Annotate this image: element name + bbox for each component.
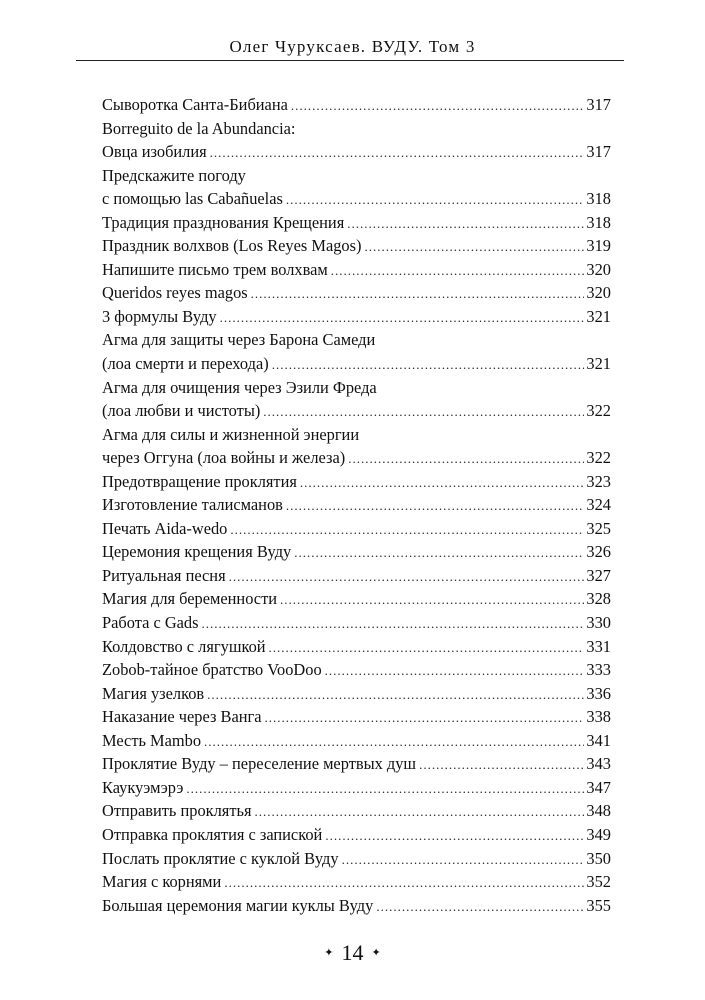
dot-leader: [286, 188, 585, 212]
toc-entry-title: Отправить проклятья: [102, 801, 252, 821]
dot-leader: [348, 447, 584, 471]
toc-entry: [102, 211, 611, 235]
toc-entry: [102, 305, 611, 329]
toc-entry: [102, 258, 611, 282]
toc-entry-title: Queridos reyes magos: [102, 283, 248, 303]
toc-entry-title: Отправка проклятия с запиской: [102, 824, 323, 844]
dot-leader: [230, 518, 584, 542]
dot-leader: [251, 282, 585, 306]
dot-leader: [325, 824, 584, 848]
page-number: 14: [341, 940, 364, 965]
table-of-contents: [102, 93, 611, 917]
toc-entry: [102, 446, 611, 470]
dot-leader: [210, 141, 585, 165]
toc-page-number: 343: [586, 754, 611, 774]
toc-entry-title: Овца изобилия: [102, 142, 207, 162]
toc-page-number: 318: [586, 189, 611, 209]
toc-entry-title: Месть Mambo: [102, 730, 202, 750]
dot-leader: [272, 353, 585, 377]
toc-entry-title: Каукуэмэрэ: [102, 777, 184, 797]
toc-page-number: 328: [586, 589, 611, 609]
toc-entry-title: Ритуальная песня: [102, 565, 226, 585]
dot-leader: [229, 565, 585, 589]
toc-entry: [102, 635, 611, 659]
toc-page-number: 333: [586, 660, 611, 680]
toc-page-number: 331: [586, 636, 611, 656]
dot-leader: [207, 683, 584, 707]
toc-entry-title: 3 формулы Вуду: [102, 306, 217, 326]
dot-leader: [202, 612, 585, 636]
toc-page-number: 320: [586, 259, 611, 279]
toc-entry: [102, 93, 611, 117]
toc-entry-title: Напишите письмо трем волхвам: [102, 259, 328, 279]
page-footer: [0, 940, 705, 966]
toc-entry-first-line: [102, 328, 611, 352]
dot-leader: [300, 471, 584, 495]
toc-entry-title: Предотвращение проклятия: [102, 471, 297, 491]
dot-leader: [331, 259, 585, 283]
toc-entry-title: Агма для силы и жизненной энергии: [102, 424, 360, 444]
toc-page-number: 317: [586, 142, 611, 162]
toc-page-number: 330: [586, 613, 611, 633]
dot-leader: [291, 94, 585, 118]
toc-entry-title: Проклятие Вуду – переселение мертвых душ: [102, 754, 417, 774]
toc-entry: [102, 870, 611, 894]
toc-entry: [102, 682, 611, 706]
toc-page-number: 336: [586, 683, 611, 703]
toc-entry-first-line: [102, 423, 611, 447]
running-header: Олег Чуруксаев. ВУДУ. Том 3: [229, 37, 476, 56]
toc-entry-title: Церемония крещения Вуду: [102, 542, 292, 562]
toc-entry-title: с помощью las Cabañuelas: [102, 189, 283, 209]
toc-entry-title: Агма для очищения через Эзили Фреда: [102, 377, 377, 397]
dot-leader: [255, 800, 585, 824]
toc-entry: [102, 517, 611, 541]
toc-entry: [102, 281, 611, 305]
toc-page-number: 355: [586, 895, 611, 915]
toc-entry: [102, 799, 611, 823]
dot-leader: [220, 306, 585, 330]
toc-entry: [102, 493, 611, 517]
toc-entry-title: Наказание через Ванга: [102, 707, 262, 727]
toc-page-number: 321: [586, 354, 611, 374]
toc-page-number: 352: [586, 872, 611, 892]
toc-entry-first-line: [102, 164, 611, 188]
dot-leader: [325, 659, 585, 683]
toc-entry: [102, 658, 611, 682]
toc-entry: [102, 823, 611, 847]
toc-entry-title: Агма для защиты через Барона Самеди: [102, 330, 376, 350]
toc-entry: [102, 564, 611, 588]
dot-leader: [294, 541, 584, 565]
toc-entry-title: Zobob-тайное братство VooDoo: [102, 660, 322, 680]
dot-leader: [269, 636, 585, 660]
toc-entry: [102, 140, 611, 164]
dot-leader: [364, 235, 584, 259]
toc-page-number: 318: [586, 212, 611, 232]
toc-entry: [102, 705, 611, 729]
toc-entry-title: Работа с Gads: [102, 613, 199, 633]
toc-page-number: 350: [586, 848, 611, 868]
dot-leader: [342, 848, 585, 872]
toc-entry: [102, 587, 611, 611]
toc-entry: [102, 470, 611, 494]
toc-page-number: 323: [586, 471, 611, 491]
toc-entry-title: Магия с корнями: [102, 872, 222, 892]
toc-page-number: 341: [586, 730, 611, 750]
toc-page-number: 349: [586, 824, 611, 844]
toc-page-number: 338: [586, 707, 611, 727]
dot-leader: [286, 494, 585, 518]
toc-entry: [102, 540, 611, 564]
toc-entry: [102, 399, 611, 423]
dot-leader: [263, 400, 584, 424]
dot-leader: [224, 871, 584, 895]
dot-leader: [280, 588, 584, 612]
toc-entry-title: Магия узелков: [102, 683, 205, 703]
toc-page-number: 324: [586, 495, 611, 515]
header-divider: [76, 60, 624, 61]
ornament-left-icon: ✦: [324, 947, 334, 960]
toc-page-number: 319: [586, 236, 611, 256]
toc-page-number: 322: [586, 401, 611, 421]
toc-page-number: 327: [586, 565, 611, 585]
toc-entry-title: Большая церемония магии куклы Вуду: [102, 895, 374, 915]
dot-leader: [376, 895, 584, 919]
toc-entry: [102, 729, 611, 753]
toc-entry-title: Изготовление талисманов: [102, 495, 283, 515]
toc-entry: [102, 234, 611, 258]
toc-entry-title: Предскажите погоду: [102, 165, 246, 185]
toc-entry-title: Колдовство с лягушкой: [102, 636, 266, 656]
toc-page-number: 348: [586, 801, 611, 821]
toc-entry-title: Праздник волхвов (Los Reyes Magos): [102, 236, 362, 256]
toc-entry: [102, 611, 611, 635]
dot-leader: [265, 706, 585, 730]
toc-entry: [102, 847, 611, 871]
toc-entry: [102, 187, 611, 211]
ornament-right-icon: ✦: [371, 947, 381, 960]
dot-leader: [186, 777, 584, 801]
toc-page-number: 320: [586, 283, 611, 303]
toc-page-number: 325: [586, 518, 611, 538]
toc-entry-first-line: [102, 376, 611, 400]
toc-page-number: 322: [586, 448, 611, 468]
dot-leader: [347, 212, 584, 236]
dot-leader: [419, 753, 584, 777]
toc-entry-title: через Оггуна (лоа войны и железа): [102, 448, 346, 468]
toc-entry-title: (лоа любви и чистоты): [102, 401, 261, 421]
toc-entry-title: (лоа смерти и перехода): [102, 354, 269, 374]
toc-entry: [102, 352, 611, 376]
toc-entry-title: Магия для беременности: [102, 589, 278, 609]
dot-leader: [204, 730, 584, 754]
toc-entry-title: Borreguito de la Abundancia:: [102, 118, 296, 138]
toc-entry-title: Печать Aida-wedo: [102, 518, 228, 538]
toc-page-number: 326: [586, 542, 611, 562]
toc-page-number: 317: [586, 95, 611, 114]
toc-entry-title: Послать проклятие с куклой Вуду: [102, 848, 339, 868]
toc-entry: [102, 776, 611, 800]
toc-page-number: 321: [586, 306, 611, 326]
toc-entry-title: Сыворотка Санта-Бибиана: [102, 95, 288, 114]
toc-entry-title: Традиция празднования Крещения: [102, 212, 345, 232]
toc-entry: [102, 894, 611, 918]
toc-entry: [102, 752, 611, 776]
toc-page-number: 347: [586, 777, 611, 797]
toc-entry-first-line: [102, 117, 611, 141]
